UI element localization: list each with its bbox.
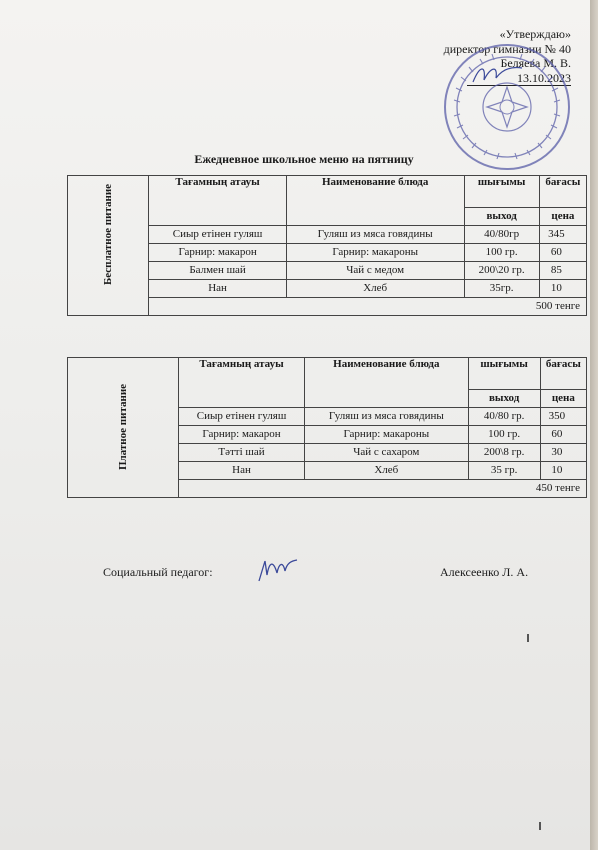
- dish-name-kz: Нан: [149, 280, 287, 298]
- mark: [527, 634, 529, 642]
- header-price-ru: цена: [540, 390, 586, 408]
- dish-price: 60: [540, 426, 586, 444]
- dish-yield: 35 гр.: [468, 462, 540, 480]
- header-name-ru: Наименование блюда: [286, 176, 464, 226]
- signer-signature: [255, 555, 305, 585]
- approval-line-1: «Утверждаю»: [499, 27, 571, 41]
- free-menu-table: [67, 175, 587, 316]
- header-name-ru: Наименование блюда: [305, 358, 468, 408]
- header-yield-ru: выход: [464, 208, 539, 226]
- total-price: 500 тенге: [149, 298, 587, 316]
- approval-line-3: Беляева М. В.: [500, 56, 571, 70]
- dish-name-kz: Гарнир: макарон: [179, 426, 305, 444]
- paid-menu-label-cell: [68, 358, 179, 498]
- dish-name-kz: Нан: [179, 462, 305, 480]
- dish-price: 85: [539, 262, 586, 280]
- header-name-kz: Тағамның атауы: [149, 176, 287, 226]
- signer-name: Алексеенко Л. А.: [440, 565, 529, 579]
- dish-price: 345: [539, 226, 586, 244]
- dish-name-kz: Сиыр етінен гуляш: [149, 226, 287, 244]
- dish-yield: 40/80гр: [464, 226, 539, 244]
- dish-yield: 35гр.: [464, 280, 539, 298]
- header-yield-kz: шығымы: [468, 358, 540, 390]
- dish-yield: 200\20 гр.: [464, 262, 539, 280]
- dish-name-ru: Гуляш из мяса говядины: [286, 226, 464, 244]
- header-price-kz: бағасы: [540, 358, 586, 390]
- dish-price: 60: [539, 244, 586, 262]
- dish-name-kz: Балмен шай: [149, 262, 287, 280]
- dish-yield: 100 гр.: [468, 426, 540, 444]
- dish-yield: 200\8 гр.: [468, 444, 540, 462]
- document-title: Ежедневное школьное меню на пятницу: [194, 152, 414, 166]
- dish-name-kz: Гарнир: макарон: [149, 244, 287, 262]
- dish-yield: 40/80 гр.: [468, 408, 540, 426]
- director-signature: [470, 60, 525, 90]
- dish-name-ru: Хлеб: [286, 280, 464, 298]
- header-price-kz: бағасы: [539, 176, 586, 208]
- paid-menu-label: Платное питание: [117, 383, 129, 471]
- total-price: 450 тенге: [179, 480, 587, 498]
- free-menu-label-cell: [68, 176, 149, 316]
- approval-date: 13.10.2023: [467, 71, 571, 87]
- dish-name-ru: Чай с сахаром: [305, 444, 468, 462]
- approval-line-2: директор гимназии № 40: [443, 41, 571, 56]
- page-edge: [590, 0, 598, 850]
- dish-price: 30: [540, 444, 586, 462]
- header-name-kz: Тағамның атауы: [179, 358, 305, 408]
- signer-role: Социальный педагог:: [103, 565, 213, 579]
- dish-name-kz: Тәтті шай: [179, 444, 305, 462]
- dish-name-ru: Хлеб: [305, 462, 468, 480]
- paid-menu-table: [67, 357, 587, 498]
- dish-price: 10: [539, 280, 586, 298]
- header-yield-kz: шығымы: [464, 176, 539, 208]
- dish-name-kz: Сиыр етінен гуляш: [179, 408, 305, 426]
- dish-yield: 100 гр.: [464, 244, 539, 262]
- header-yield-ru: выход: [468, 390, 540, 408]
- header-price-ru: цена: [539, 208, 586, 226]
- dish-name-ru: Чай с медом: [286, 262, 464, 280]
- mark: [539, 822, 541, 830]
- dish-name-ru: Гуляш из мяса говядины: [305, 408, 468, 426]
- dish-name-ru: Гарнир: макароны: [305, 426, 468, 444]
- dish-price: 10: [540, 462, 586, 480]
- dish-price: 350: [540, 408, 586, 426]
- free-menu-label: Бесплатное питание: [102, 183, 115, 285]
- dish-name-ru: Гарнир: макароны: [286, 244, 464, 262]
